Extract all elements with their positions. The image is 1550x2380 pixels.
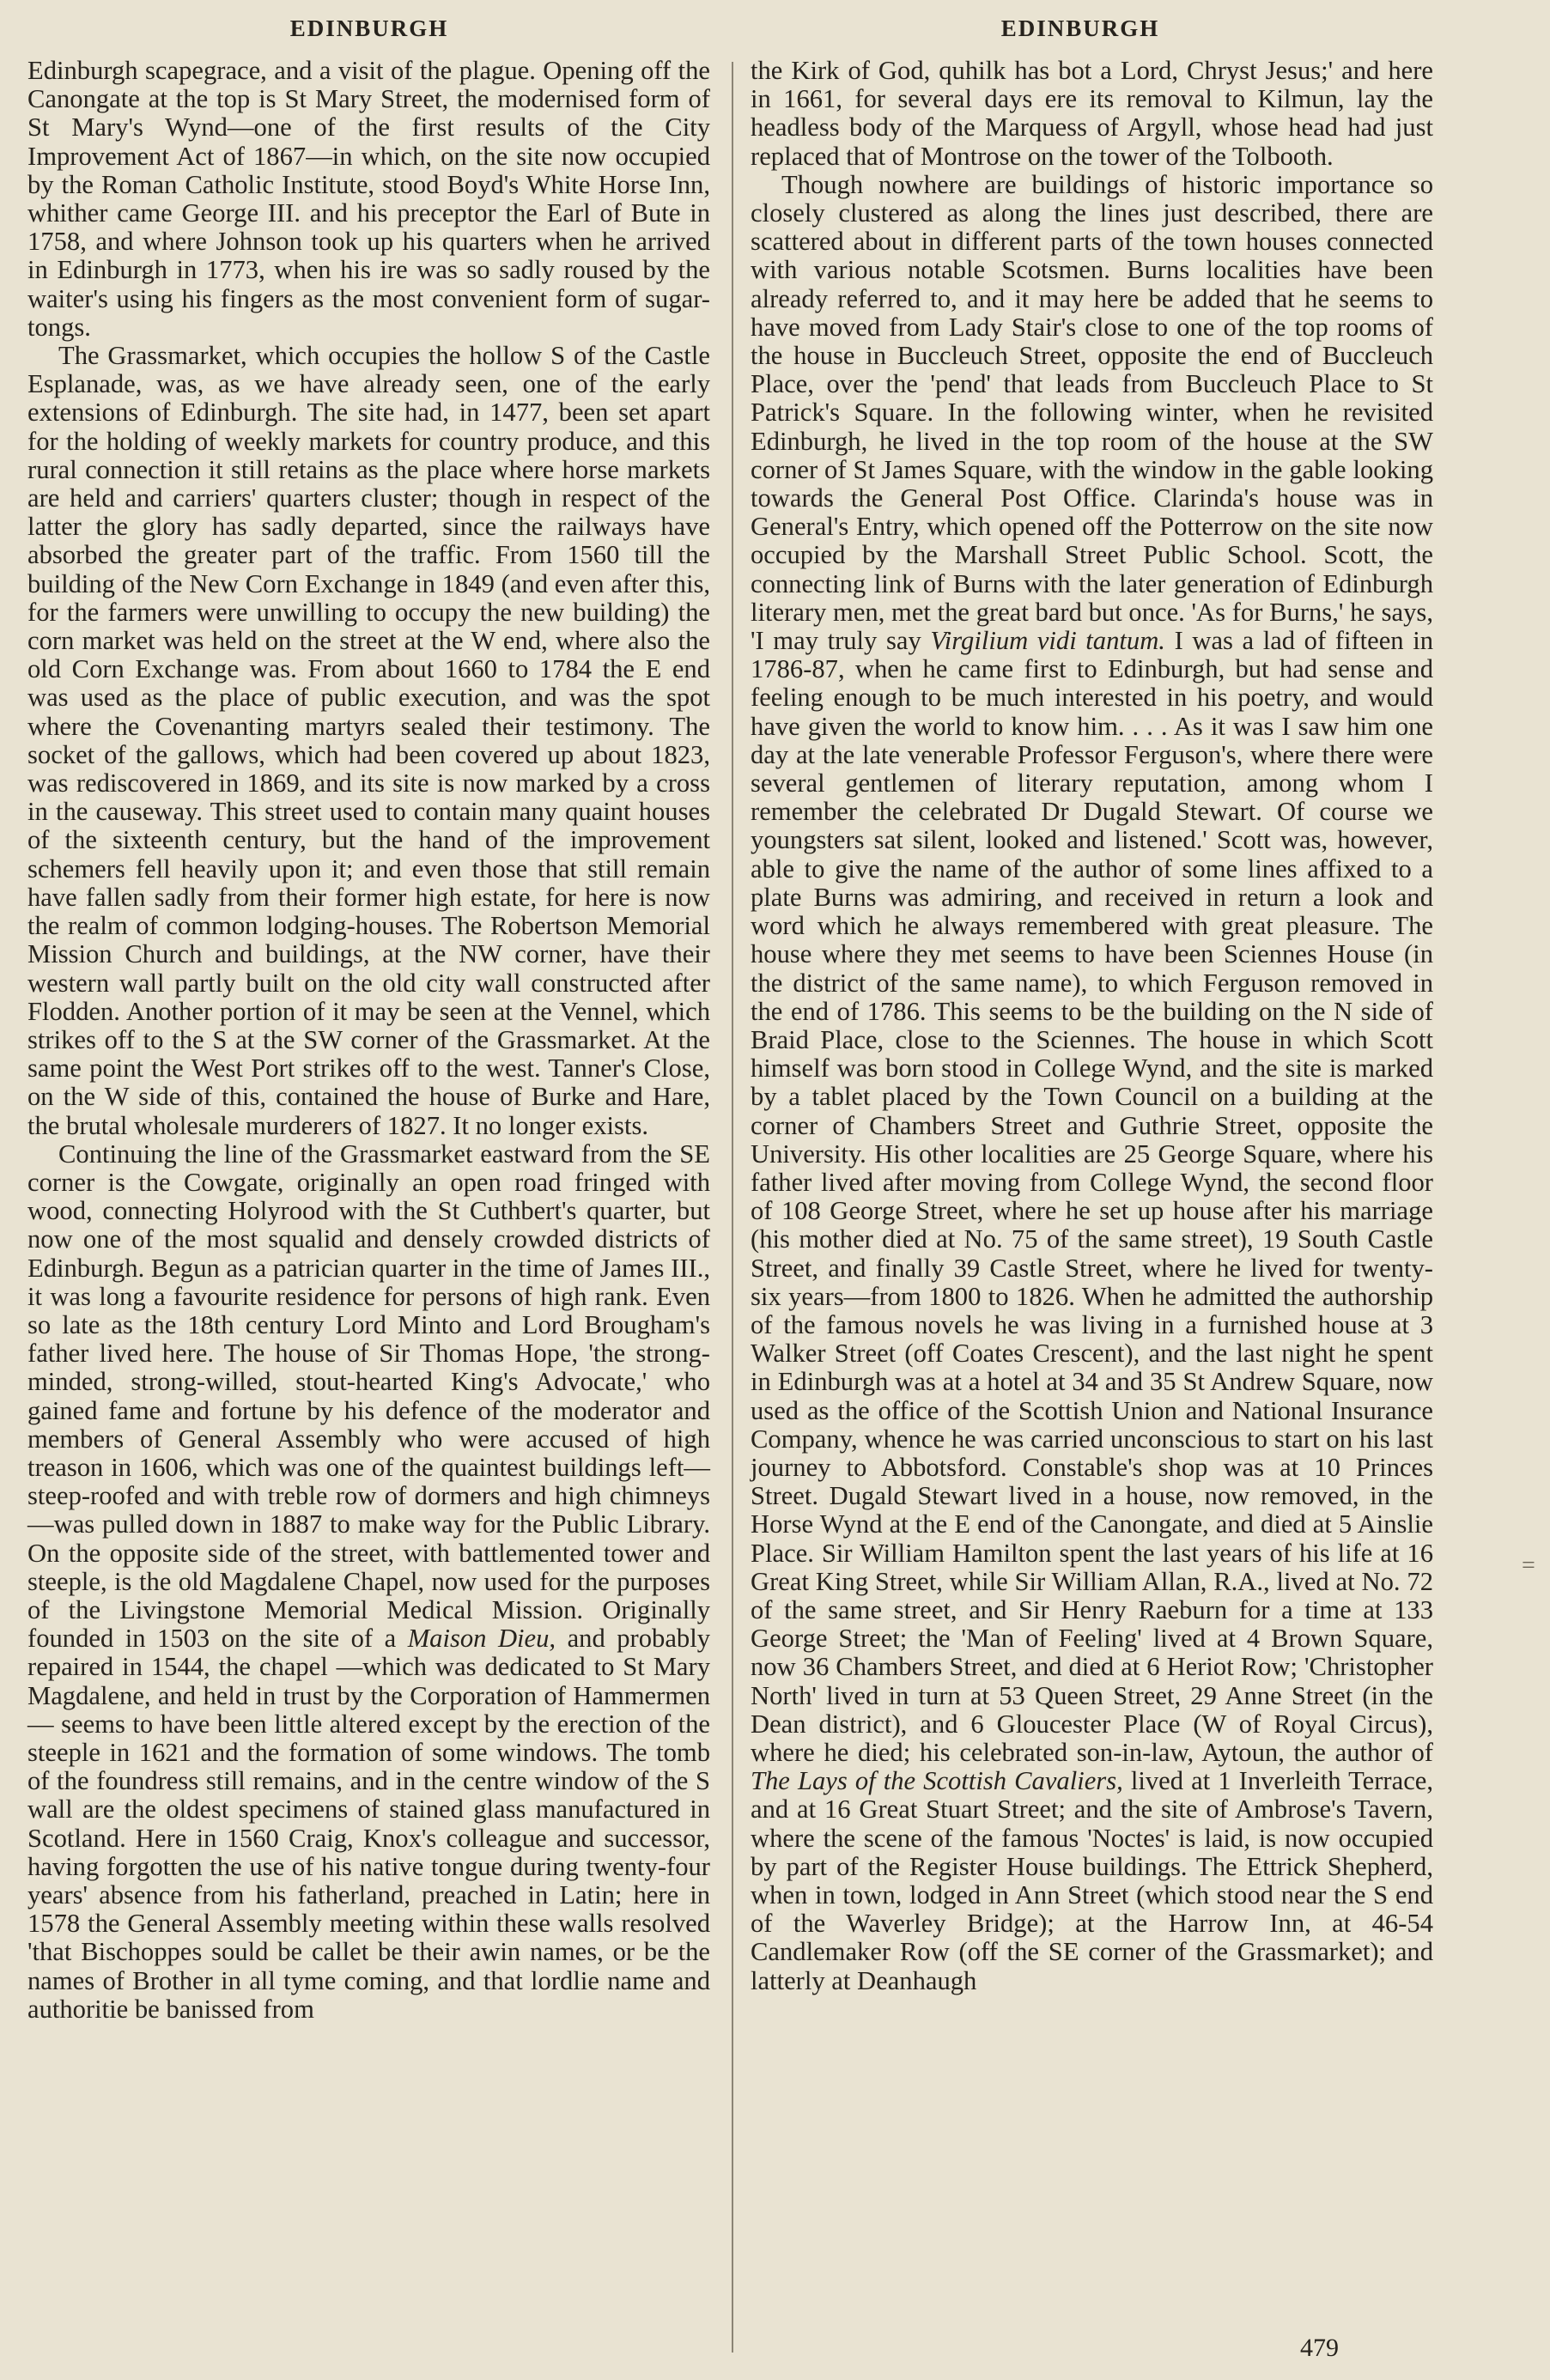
paragraph-text: Though nowhere are buildings of historic importance so closely clustered as along the lines just described, there are scattered about in different parts of the town houses connected with various notable Scotsmen. Burns localities have been already referred to, and it may here be added that he seems to have moved from Lady Stair's close to one of the top rooms of the house in Buccleuch Street, opposite the end of Buccleuch Place, over the 'pend' that leads from Buccleuch Place to St Patrick's Square. In the following winter, when he revisited Edinburgh, he lived in the top room of the house at the SW corner of St James Square, with the window in the gable looking towards the General Post Office. Clarinda's house was in General's Entry, which opened off the Potterrow on the site now occupied by the Marshall Street Public School. Scott, the connecting link of Burns with the later generation of Edinburgh literary men, met the great bard but once. 'As for Burns,' he says, 'I may truly say: [751, 169, 1433, 656]
running-header-left: EDINBURGH: [289, 15, 449, 41]
italic-phrase: The Lays of the Scottish Cavaliers,: [751, 1766, 1123, 1796]
italic-phrase: Virgilium vidi tantum.: [930, 626, 1165, 656]
column-divider: [732, 62, 733, 2353]
paragraph: The Grassmarket, which occupies the hollow S of the Castle Esplanade, was, as we have already seen, one of the early extensions of Edinburgh. The site had, in 1477, been set apart for the holding of weekly markets for country produce, and this rural connection it still retains as the place where horse markets are held and carriers' quarters cluster; though in respect of the latter the glory has sadly departed, since the railways have absorbed the greater part of the traffic. From 1560 till the building of the New Corn Exchange in 1849 (and even after this, for the farmers were unwilling to occupy the new building) the corn market was held on the street at the W end, where also the old Corn Exchange was. From about 1660 to 1784 the E end was used as the place of public execution, and was the spot where the Covenanting martyrs sealed their testimony. The socket of the gallows, which had been covered up about 1823, was rediscovered in 1869, and its site is now marked by a cross in the causeway. This street used to contain many quaint houses of the sixteenth century, but the hand of the improvement schemers fell heavily upon it; and even those that still remain have fallen sadly from their former high estate, for here is now the realm of common lodging-houses. The Robertson Memorial Mission Church and buildings, at the NW corner, have their western wall partly built on the old city wall constructed after Flodden. Another portion of it may be seen at the Vennel, which strikes off to the S at the SW corner of the Grassmarket. At the same point the West Port strikes off to the west. Tanner's Close, on the W side of this, contained the house of Burke and Hare, the brutal wholesale murderers of 1827. It no longer exists.: [27, 341, 710, 1140]
paragraph: Edinburgh scapegrace, and a visit of the plague. Opening off the Canongate at the top is St Mary Street, the modernised form of St Mary's Wynd—one of the first results of the City Improvement Act of 1867—in which, on the site now occupied by the Roman Catholic Institute, stood Boyd's White Horse Inn, whither came George III. and his preceptor the Earl of Bute in 1758, and where Johnson took up his quarters when he arrived in Edinburgh in 1773, when his ire was so sadly roused by the waiter's using his fingers as the most convenient form of sugar-tongs.: [27, 56, 710, 342]
page-number: 479: [1300, 2334, 1339, 2362]
paragraph: [751, 171, 1433, 1995]
paragraph: [27, 1140, 710, 2024]
right-column: [751, 57, 1433, 1995]
paragraph-text: lived at 1 Inverleith Terrace, and at 16 Great Stuart Street; and the site of Ambrose's Tavern, where the scene of the famous 'Noctes' is laid, is now occupied by part of the Register House buildings. The Ettrick Shepherd, when in town, lodged in Ann Street (which stood near the S end of the Waverley Bridge); at the Harrow Inn, at 46-54 Candlemaker Row (off the SE corner of the Grassmarket); and latterly at Deanhaugh: [751, 1766, 1433, 1995]
paragraph-text: I was a lad of fifteen in 1786-87, when he came first to Edinburgh, but had sense and feeling enough to be much interested in his poetry, and would have given the world to know him. . . . As it was I saw him one day at the late venerable Professor Ferguson's, where there were several gentlemen of literary reputation, among whom I remember the celebrated Dr Dugald Stewart. Of course we youngsters sat silent, looked and listened.' Scott was, however, able to give the name of the author of some lines affixed to a plate Burns was admiring, and received in return a look and word which he always remembered with great pleasure. The house where they met seems to have been Sciennes House (in the district of the same name), to which Ferguson removed in the end of 1786. This seems to be the building on the N side of Braid Place, close to the Sciennes. The house in which Scott himself was born stood in College Wynd, and the site is marked by a tablet placed by the Town Council on a building at the corner of Chambers Street and Guthrie Street, opposite the University. His other localities are 25 George Square, where his father lived after moving from College Wynd, the second floor of 108 George Street, where he set up house after his marriage (his mother died at No. 75 of the same street), 19 South Castle Street, and finally 39 Castle Street, where he lived for twenty-six years—from 1800 to 1826. When he admitted the authorship of the famous novels he was living in a furnished house at 3 Walker Street (off Coates Crescent), and the last night he spent in Edinburgh was at a hotel at 34 and 35 St Andrew Square, now used as the office of the Scottish Union and National Insurance Company, whence he was carried unconscious to start on his last journey to Abbotsford. Constable's shop was at 10 Princes Street. Dugald Stewart lived in a house, now removed, in the Horse Wynd at the E end of the Canongate, and died at 5 Ainslie Place. Sir William Hamilton spent the last years of his life at 16 Great King Street, while Sir William Allan, R.A., lived at No. 72 of the same street, and Sir Henry Raeburn for a time at 133 George Street; the 'Man of Feeling' lived at 4 Brown Square, now 36 Chambers Street, and died at 6 Heriot Row; 'Christopher North' lived in turn at 53 Queen Street, 29 Anne Street (in the Dean district), and 6 Gloucester Place (W of Royal Circus), where he died; his celebrated son-in-law, Aytoun, the author of: [751, 626, 1433, 1767]
paragraph: the Kirk of God, quhilk has bot a Lord, Chryst Jesus;' and here in 1661, for several days ere its removal to Kilmun, lay the headless body of the Marquess of Argyll, whose head had just replaced that of Montrose on the tower of the Tolbooth.: [751, 56, 1433, 171]
paragraph-text: and probably repaired in 1544, the chapel —which was dedicated to St Mary Magdalene, and held in trust by the Corporation of Hammermen— seems to have been little altered except by the erection of the steeple in 1621 and the formation of some windows. The tomb of the foundress still remains, and in the centre window of the S wall are the oldest specimens of stained glass manufactured in Scotland. Here in 1560 Craig, Knox's colleague and successor, having forgotten the use of his native tongue during twenty-four years' absence from his fatherland, preached in Latin; here in 1578 the General Assembly meeting within these walls resolved 'that Bischoppes sould be callet be their awin names, or be the names of Brother in all tyme coming, and that lordlie name and authoritie be banissed from: [27, 1624, 710, 2024]
left-column: [27, 57, 710, 2024]
running-header-right: EDINBURGH: [1000, 15, 1160, 41]
paragraph-text: Continuing the line of the Grassmarket eastward from the SE corner is the Cowgate, originally an open road fringed with wood, connecting Holyrood with the St Cuthbert's quarter, but now one of the most squalid and densely crowded districts of Edinburgh. Begun as a patrician quarter in the time of James III., it was long a favourite residence for persons of high rank. Even so late as the 18th century Lord Minto and Lord Brougham's father lived here. The house of Sir Thomas Hope, 'the strong-minded, strong-willed, stout-hearted King's Advocate,' who gained fame and fortune by his defence of the moderator and members of General Assembly who were accused of high treason in 1606, which was one of the quaintest buildings left—steep-roofed and with treble row of dormers and high chimneys—was pulled down in 1887 to make way for the Public Library. On the opposite side of the street, with battlemented tower and steeple, is the old Magdalene Chapel, now used for the purposes of the Livingstone Memorial Medical Mission. Originally founded in 1503 on the site of a: [27, 1138, 710, 1654]
margin-mark: =: [1522, 1552, 1535, 1579]
italic-phrase: Maison Dieu,: [407, 1624, 556, 1654]
